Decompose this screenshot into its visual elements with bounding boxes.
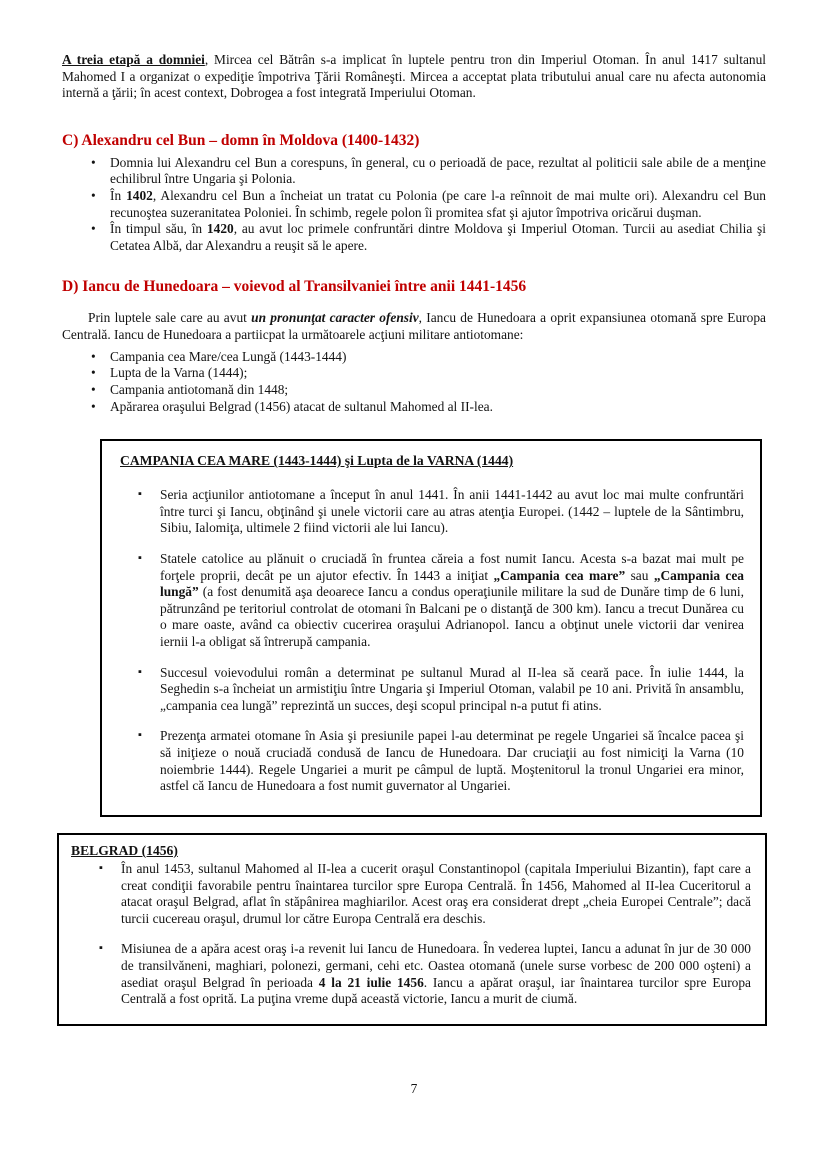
intro-text: , Mircea cel Bătrân s-a implicat în luptele pentru tron din Imperiul Otoman. În anul 1417 sultanul Mahomed I a organizat o expediţie împotriva Ţării Româneşti. Mircea a acceptat plata tributului anual care nu afecta autonomia internă a ţării; în acest context, Dobrogea a fost integrată Imperiului Otoman. (62, 52, 766, 101)
section-d-list (62, 349, 766, 415)
bullet-text: Seria acţiunilor antiotomane a început în anul 1441. În anii 1441-1442 au avut loc mai multe confruntări între turci şi Iancu, obţinând şi unele victorii care au atras atenţia Europei. (1442 – luptele de la Sântimbru, Sibiu, Ialomiţa, ultimele 2 fiind victorii ale lui Iancu). (160, 487, 744, 536)
bullet-text: În timpul său, în (110, 221, 207, 237)
intro-paragraph (62, 52, 766, 102)
bullet-text: (a fost denumită aşa deoarece Iancu a condus operaţiunile militare la sud de Dunăre timp de 6 luni, pătrunzând pe teritoriul controlat de otomani în Balcani pe o distanţă de 300 km). Iancu a trecut Dunărea cu o mare oaste, având ca obiectiv cucerirea oraşului Adrianopol. Iancu a obţinut unele victorii dar venirea iernii l-a obligat să întrerupă campania. (160, 584, 744, 650)
list-item (160, 728, 744, 794)
campania-box-list (116, 487, 744, 795)
list-item (160, 551, 744, 651)
bullet-text: Apărarea oraşului Belgrad (1456) atacat de sultanul Mahomed al II-lea. (110, 398, 493, 414)
paragraph-text: Prin luptele sale care au avut (88, 310, 252, 326)
belgrad-box-title: BELGRAD (1456) (71, 842, 178, 858)
bullet-text: Lupta de la Varna (1444); (110, 365, 248, 381)
bullet-text: Statele catolice au plănuit o cruciadă în fruntea căreia a fost numit Iancu. Acesta s-a bazat mai mult pe forţele proprii, decât pe un ajutor efectiv. În 1443 a iniţiat (160, 550, 744, 583)
belgrad-box-list (71, 861, 751, 1008)
belgrad-box (57, 833, 767, 1026)
list-item (160, 487, 744, 537)
bullet-text: sau (625, 567, 654, 583)
bullet-text: . Iancu a apărat oraşul, iar înaintarea turcilor spre Europa Centrală a fost oprită. La puţina vreme după această victorie, Iancu a murit de ciumă. (121, 974, 751, 1007)
bullet-text: În anul 1453, sultanul Mahomed al II-lea a cucerit oraşul Constantinopol (capitala Imperiului Bizantin), fapt care a creat condiţii favorabile pentru înaintarea turcilor spre Europa Centrală. În 1456, Mahomed al II-lea Cuceritorul a atacat oraşul Belgrad, aflat în stăpânirea maghiarilor. Acest oraş era considerat drept „cheia Europei Centrale”; dacă turcii cucereau oraşul, drumul lor către Europa Centrală era deschis. (121, 860, 751, 926)
bullet-text: , Alexandru cel Bun a încheiat un tratat cu Polonia (pe care l-a reînnoit de mai multe ori). Alexandru cel Bun recunoştea suzeranitatea Poloniei. În schimb, regele polon îi promitea sfat şi ajutor împotriva oricărui duşman. (110, 188, 766, 220)
paragraph-bold-italic: un pronunţat caracter ofensiv (251, 310, 419, 326)
bullet-text: Domnia lui Alexandru cel Bun a corespuns, în general, cu o perioadă de pace, rezultat al politicii sale abile de a menţine echilibrul între Ungaria şi Polonia. (110, 154, 766, 187)
bullet-bold-year: 1420 (206, 221, 234, 237)
bullet-bold-year: 1402 (126, 188, 153, 204)
bullet-bold-dates: 4 la 21 iulie 1456 (318, 974, 424, 990)
bullet-text: Succesul voievodului român a determinat pe sultanul Murad al II-lea să ceară pace. În iulie 1444, la Seghedin s-a încheiat un armistiţiu între Ungaria şi Imperiul Otoman, valabil pe 10 ani. Privită în ansamblu, „campania cea lungă” reprezintă un succes, deşi scopul principal n-a putut fi atins. (160, 664, 744, 713)
section-c-heading: C) Alexandru cel Bun – domn în Moldova (1400-1432) (62, 131, 420, 149)
campania-box-title: CAMPANIA CEA MARE (1443-1444) şi Lupta de la VARNA (1444) (120, 453, 514, 469)
list-item (110, 221, 766, 254)
list-item (110, 399, 766, 416)
bullet-text: Prezenţa armatei otomane în Asia şi presiunile papei l-au determinat pe regele Ungariei să încalce pacea şi să iniţieze o nouă cruciadă condusă de Iancu de Hunedoara. Dar cruciaţii au fost nimiciţi la Varna (10 noiembrie 1444). Regele Ungariei a murit pe câmpul de luptă. Moştenitorul la tronul Ungariei era minor, astfel că Iancu de Hunedoara a fost numit guvernator al Ungariei. (160, 728, 744, 794)
list-item (121, 941, 751, 1007)
list-item (160, 665, 744, 715)
list-item (110, 188, 766, 221)
bullet-bold-phrase: „Campania cea lungă” (160, 567, 744, 600)
list-item (110, 365, 766, 382)
bullet-text: Misiunea de a apăra acest oraş i-a revenit lui Iancu de Hunedoara. În vederea luptei, Iancu a adunat în jur de 30 000 de transilvăneni, maghiari, polonezi, germani, cehi etc. Oastea otomană (unele surse vorbesc de 200 000 oşteni) a asediat oraşul Belgrad în perioada (121, 941, 751, 990)
page-number: 7 (410, 1081, 418, 1096)
bullet-text: Campania antiotomană din 1448; (110, 381, 289, 397)
section-d-heading: D) Iancu de Hunedoara – voievod al Transilvaniei între anii 1441-1456 (62, 278, 527, 296)
bullet-text: , au avut loc primele confruntări dintre Moldova şi Imperiul Otoman. Turcii au asediat Chilia şi Cetatea Albă, dar Alexandru a reuşit să le apere. (110, 221, 766, 253)
list-item (110, 155, 766, 188)
campania-box (100, 439, 762, 817)
paragraph-text: , Iancu de Hunedoara a oprit expansiunea otomană spre Europa Centrală. Iancu de Hunedoara a partiicpat la următoarele acţiuni militare antiotomane: (62, 310, 766, 343)
section-c-list (62, 155, 766, 255)
bullet-bold-phrase: „Campania cea mare” (493, 567, 626, 583)
bullet-text: Campania cea Mare/cea Lungă (1443-1444) (110, 348, 347, 364)
list-item (121, 861, 751, 927)
intro-lead-phrase: A treia etapă a domniei (62, 52, 205, 67)
bullet-text: În (110, 188, 127, 204)
list-item (110, 382, 766, 399)
section-d-paragraph (62, 310, 766, 343)
list-item (110, 349, 766, 366)
